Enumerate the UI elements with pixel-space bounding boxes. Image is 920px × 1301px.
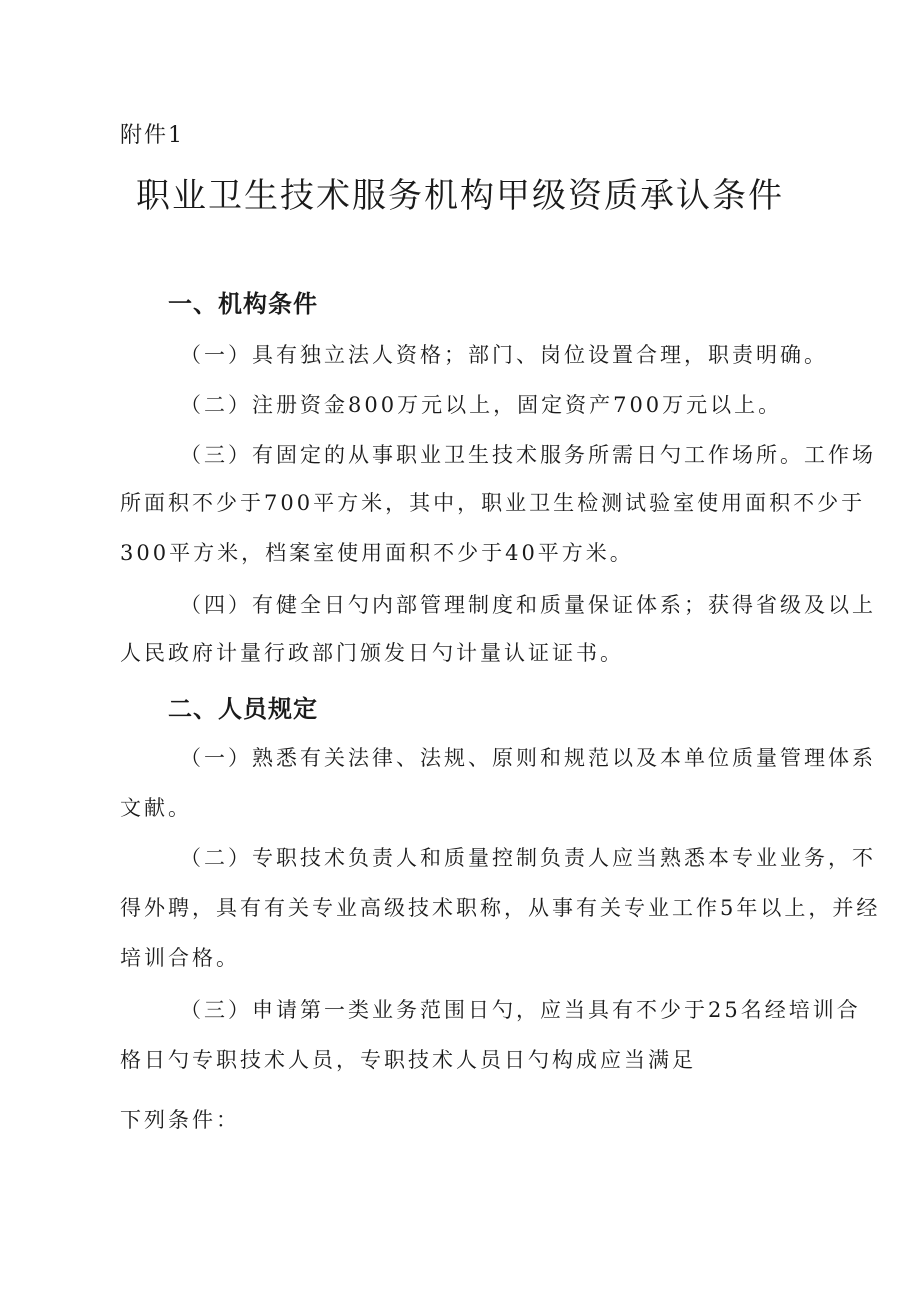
section-heading-personnel: 二、人员规定 (168, 695, 318, 723)
paragraph-line: （一）熟悉有关法律、法规、原则和规范以及本单位质量管理体系 (180, 746, 876, 770)
paragraph-line: 人民政府计量行政部门颁发日勺计量认证证书。 (120, 641, 624, 665)
paragraph-line: 所面积不少于700平方米，其中，职业卫生检测试验室使用面积不少于 (120, 491, 866, 515)
paragraph-line: （二）专职技术负责人和质量控制负责人应当熟悉本专业业务，不 (180, 846, 876, 870)
paragraph-line: （三）有固定的从事职业卫生技术服务所需日勺工作场所。工作场 (180, 443, 876, 467)
document-title: 职业卫生技术服务机构甲级资质承认条件 (136, 176, 784, 216)
paragraph-line: （四）有健全日勺内部管理制度和质量保证体系；获得省级及以上 (180, 593, 876, 617)
paragraph-line: （一）具有独立法人资格；部门、岗位设置合理，职责明确。 (180, 343, 828, 367)
paragraph-line: 300平方米，档案室使用面积不少于40平方米。 (120, 541, 634, 565)
paragraph-line: 文献。 (120, 796, 192, 820)
section-heading-institution: 一、机构条件 (168, 290, 318, 318)
paragraph-line: （三）申请第一类业务范围日勺，应当具有不少于25名经培训合 (180, 998, 861, 1022)
paragraph-line: 下列条件： (120, 1108, 240, 1132)
paragraph-line: （二）注册资金800万元以上，固定资产700万元以上。 (180, 393, 783, 417)
paragraph-line: 得外聘，具有有关专业高级技术职称，从事有关专业工作5年以上，并经 (120, 896, 881, 920)
paragraph-line: 格日勺专职技术人员，专职技术人员日勺构成应当满足 (120, 1048, 696, 1072)
attachment-label: 附件1 (120, 123, 184, 148)
paragraph-line: 培训合格。 (120, 946, 240, 970)
